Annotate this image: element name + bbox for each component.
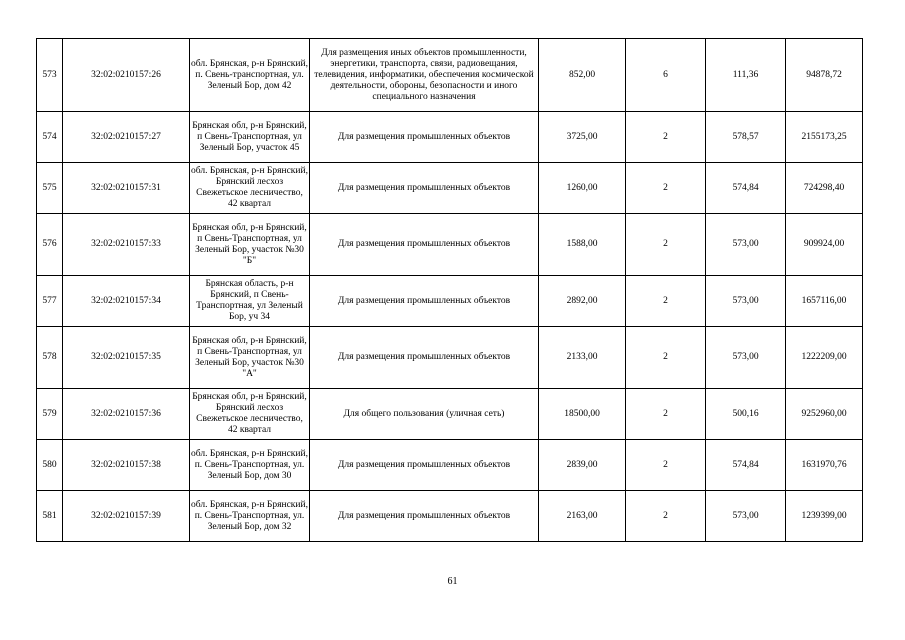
- group-cell: 2: [626, 327, 706, 389]
- group-cell: 2: [626, 214, 706, 276]
- row-number-cell: 579: [37, 389, 63, 440]
- group-cell: 2: [626, 276, 706, 327]
- address-cell: Брянская обл, р-н Брянский, Брянский лесхоз Свежетьское лесничество, 42 квартал: [190, 389, 310, 440]
- group-cell: 2: [626, 491, 706, 542]
- rate-cell: 500,16: [706, 389, 786, 440]
- permitted-use-cell: Для размещения промышленных объектов: [310, 276, 539, 327]
- row-number-cell: 575: [37, 163, 63, 214]
- cadastral-value-cell: 909924,00: [786, 214, 863, 276]
- area-cell: 1588,00: [539, 214, 626, 276]
- permitted-use-cell: Для размещения промышленных объектов: [310, 112, 539, 163]
- address-cell: обл. Брянская, р-н Брянский, Брянский лесхоз Свежетьское лесничество, 42 квартал: [190, 163, 310, 214]
- cadastral-value-cell: 9252960,00: [786, 389, 863, 440]
- address-cell: Брянская область, р-н Брянский, п Свень-Транспортная, ул Зеленый Бор, уч 34: [190, 276, 310, 327]
- rate-cell: 574,84: [706, 440, 786, 491]
- permitted-use-cell: Для размещения промышленных объектов: [310, 214, 539, 276]
- table-row: [37, 163, 863, 214]
- page-number: 61: [447, 576, 458, 587]
- cadastral-number-cell: 32:02:0210157:27: [63, 112, 190, 163]
- row-number-cell: 573: [37, 39, 63, 112]
- address-cell: обл. Брянская, р-н Брянский, п. Свень-Транспортная, ул. Зеленый Бор, дом 32: [190, 491, 310, 542]
- rate-cell: 573,00: [706, 491, 786, 542]
- rate-cell: 111,36: [706, 39, 786, 112]
- address-cell: Брянская обл, р-н Брянский, п Свень-Транспортная, ул Зеленый Бор, участок №30 "Б": [190, 214, 310, 276]
- row-number-cell: 580: [37, 440, 63, 491]
- row-number-cell: 574: [37, 112, 63, 163]
- row-number-cell: 576: [37, 214, 63, 276]
- area-cell: 18500,00: [539, 389, 626, 440]
- address-cell: Брянская обл, р-н Брянский, п Свень-Транспортная, ул Зеленый Бор, участок 45: [190, 112, 310, 163]
- permitted-use-cell: Для общего пользования (уличная сеть): [310, 389, 539, 440]
- cadastral-number-cell: 32:02:0210157:38: [63, 440, 190, 491]
- cadastral-value-cell: 1631970,76: [786, 440, 863, 491]
- permitted-use-cell: Для размещения промышленных объектов: [310, 491, 539, 542]
- cadastral-value-cell: 724298,40: [786, 163, 863, 214]
- table-row: [37, 112, 863, 163]
- permitted-use-cell: Для размещения промышленных объектов: [310, 163, 539, 214]
- group-cell: 2: [626, 163, 706, 214]
- permitted-use-cell: Для размещения промышленных объектов: [310, 327, 539, 389]
- area-cell: 2163,00: [539, 491, 626, 542]
- group-cell: 2: [626, 389, 706, 440]
- table-row: [37, 440, 863, 491]
- cadastral-value-cell: 1222209,00: [786, 327, 863, 389]
- cadastral-number-cell: 32:02:0210157:39: [63, 491, 190, 542]
- table-row: [37, 389, 863, 440]
- land-parcel-table: [36, 38, 863, 542]
- cadastral-number-cell: 32:02:0210157:34: [63, 276, 190, 327]
- table-row: [37, 39, 863, 112]
- cadastral-number-cell: 32:02:0210157:33: [63, 214, 190, 276]
- cadastral-number-cell: 32:02:0210157:26: [63, 39, 190, 112]
- table-row: [37, 327, 863, 389]
- area-cell: 852,00: [539, 39, 626, 112]
- area-cell: 2892,00: [539, 276, 626, 327]
- address-cell: Брянская обл, р-н Брянский, п Свень-Транспортная, ул Зеленый Бор, участок №30 "А": [190, 327, 310, 389]
- rate-cell: 573,00: [706, 276, 786, 327]
- rate-cell: 573,00: [706, 214, 786, 276]
- group-cell: 2: [626, 112, 706, 163]
- area-cell: 2133,00: [539, 327, 626, 389]
- cadastral-value-cell: 2155173,25: [786, 112, 863, 163]
- cadastral-value-cell: 1239399,00: [786, 491, 863, 542]
- cadastral-number-cell: 32:02:0210157:36: [63, 389, 190, 440]
- rate-cell: 573,00: [706, 327, 786, 389]
- cadastral-value-cell: 94878,72: [786, 39, 863, 112]
- row-number-cell: 581: [37, 491, 63, 542]
- row-number-cell: 578: [37, 327, 63, 389]
- area-cell: 1260,00: [539, 163, 626, 214]
- permitted-use-cell: Для размещения промышленных объектов: [310, 440, 539, 491]
- rate-cell: 578,57: [706, 112, 786, 163]
- cadastral-number-cell: 32:02:0210157:35: [63, 327, 190, 389]
- cadastral-number-cell: 32:02:0210157:31: [63, 163, 190, 214]
- rate-cell: 574,84: [706, 163, 786, 214]
- address-cell: обл. Брянская, р-н Брянский, п. Свень-транспортная, ул. Зеленый Бор, дом 42: [190, 39, 310, 112]
- cadastral-value-cell: 1657116,00: [786, 276, 863, 327]
- group-cell: 6: [626, 39, 706, 112]
- table-row: [37, 491, 863, 542]
- group-cell: 2: [626, 440, 706, 491]
- area-cell: 2839,00: [539, 440, 626, 491]
- permitted-use-cell: Для размещения иных объектов промышленности, энергетики, транспорта, связи, радиовещания, телевидения, информатики, обеспечения космической деятельности, обороны, безопасности и иного специального назначения: [310, 39, 539, 112]
- table-row: [37, 276, 863, 327]
- area-cell: 3725,00: [539, 112, 626, 163]
- row-number-cell: 577: [37, 276, 63, 327]
- table-row: [37, 214, 863, 276]
- address-cell: обл. Брянская, р-н Брянский, п. Свень-Транспортная, ул. Зеленый Бор, дом 30: [190, 440, 310, 491]
